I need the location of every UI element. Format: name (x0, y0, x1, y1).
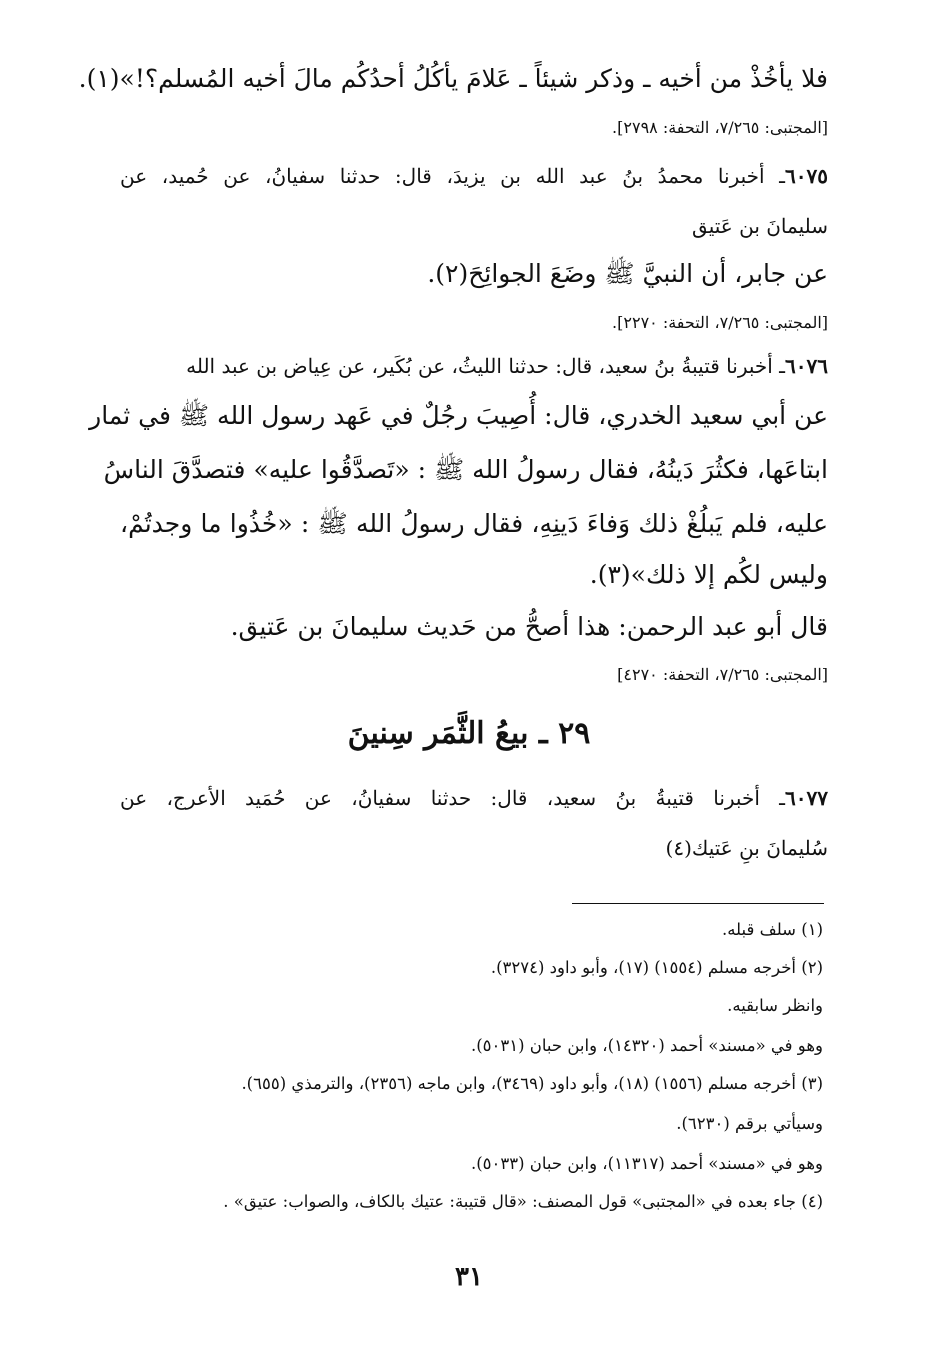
footnote-2-cont-2: وهو في «مسند» أحمد (١٤٣٢٠)، وابن حبان (٥٠٣١). (470, 1036, 823, 1055)
footnote-3: (٣) أخرجه مسلم (١٥٥٦) (١٨)، وأبو داود (٣٤٦٩)، وابن ماجه (٢٣٥٦)، والترمذي (٦٥٥). (241, 1074, 823, 1093)
hadith-text: ـ أخبرنا محمدُ بنُ عبد الله بن يزيدَ، قال: حدثنا سفيانُ، عن حُميد، عن (120, 164, 786, 188)
hadith-6076-line-3: ابتاعَها، فكثُرَ دَينُهُ، فقال رسولُ الله ﷺ : «تَصدَّقُوا عليه» فتصدَّقَ الناسُ (103, 455, 828, 484)
footnote-2-cont: وانظر سابقيه. (727, 996, 823, 1015)
text-line-continuation: فلا يأخُذْ من أخيه ـ وذكر شيئاً ـ عَلامَ يأكُلُ أحدُكُم مالَ أخيه المُسلم؟!»(١). (78, 64, 828, 93)
hadith-number: ٦٠٧٦ (785, 354, 828, 378)
footnote-2: (٢) أخرجه مسلم (١٥٥٤) (١٧)، وأبو داود (٣٢٧٤). (490, 958, 823, 977)
footnote-3-cont: وسيأتي برقم (٦٢٣٠). (676, 1114, 823, 1133)
footnote-1: (١) سلف قبله. (721, 920, 823, 939)
footnote-4: (٤) جاء بعده في «المجتبى» قول المصنف: «قال قتيبة: عتيك بالكاف، والصواب: عتيق» . (223, 1192, 823, 1211)
page-number: ٣١ (455, 1262, 483, 1292)
author-comment: قال أبو عبد الرحمن: هذا أصحُّ من حَديث سليمانَ بن عَتيق. (230, 612, 828, 641)
hadith-6075-line-1 (120, 164, 828, 188)
hadith-6077-line-1 (120, 786, 828, 810)
footnote-3-cont-2: وهو في «مسند» أحمد (١١٣١٧)، وابن حبان (٥٠٣٣). (470, 1154, 823, 1173)
hadith-number: ٦٠٧٥ (785, 164, 828, 188)
footnote-separator (572, 903, 824, 904)
hadith-text: ـ أخبرنا قتيبةُ بنُ سعيد، قال: حدثنا سفيانُ، عن حُمَيد الأعرج، عن (120, 786, 786, 810)
chapter-heading: ٢٩ ـ بيعُ الثَّمَر سِنينَ (347, 716, 591, 751)
hadith-6076-line-5: وليس لكُم إلا ذلك»(٣). (589, 560, 828, 589)
reference-6076: [المجتبى: ٧/٢٦٥، التحفة: ٤٢٧٠] (617, 665, 828, 684)
hadith-6076-line-4: عليه، فلم يَبلُغْ ذلك وَفاءَ دَينِهِ، فقال رسولُ الله ﷺ : «خُذُوا ما وجدتُمْ، (120, 509, 828, 538)
hadith-6077-line-2: سُليمانَ بنِ عَتيك(٤) (665, 836, 828, 860)
hadith-6076-line-2: عن أبي سعيد الخدري، قال: أُصِيبَ رجُلٌ في عَهد رسول الله ﷺ في ثمار (89, 401, 828, 430)
hadith-6075-line-2: سليمانَ بن عَتيق (692, 214, 828, 238)
hadith-6075-matn: عن جابر، أن النبيَّ ﷺ وضَعَ الجوائِحَ(٢). (427, 259, 828, 288)
reference-6074: [المجتبى: ٧/٢٦٥، التحفة: ٢٧٩٨]. (612, 118, 828, 137)
reference-6075: [المجتبى: ٧/٢٦٥، التحفة: ٢٢٧٠]. (612, 313, 828, 332)
hadith-number: ٦٠٧٧ (785, 786, 828, 810)
hadith-text: ـ أخبرنا قتيبةُ بنُ سعيد، قال: حدثنا الليثُ، عن بُكَير، عن عِياض بن عبد الله (186, 354, 786, 378)
hadith-6076-line-1 (135, 354, 828, 378)
